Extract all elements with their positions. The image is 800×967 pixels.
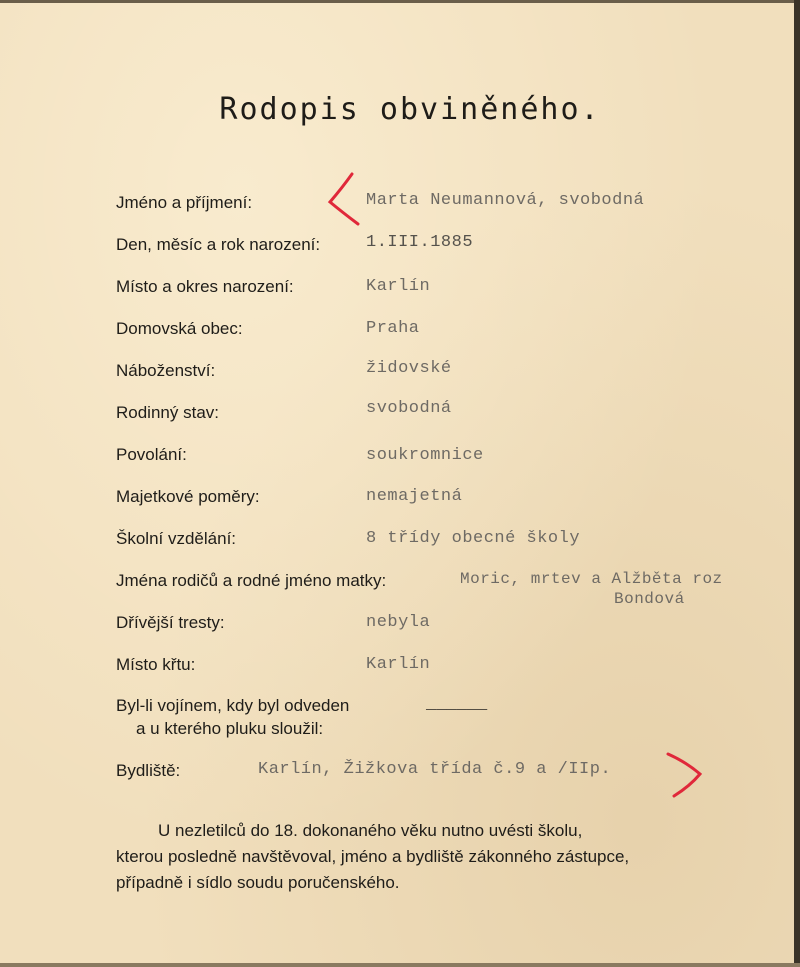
footer-line-1: U nezletilců do 18. dokonaného věku nutno uvésti školu, xyxy=(158,821,583,840)
marital-status-value: svobodná xyxy=(366,399,452,418)
parents-label: Jména rodičů a rodné jméno matky: xyxy=(116,571,387,590)
red-pencil-mark-right xyxy=(660,748,710,804)
home-municipality-value: Praha xyxy=(366,319,420,338)
residence-label: Bydliště: xyxy=(116,761,181,780)
birth-place-value: Karlín xyxy=(366,277,431,296)
religion-value: židovské xyxy=(366,359,452,378)
education-label: Školní vzdělání: xyxy=(116,529,237,548)
birth-date-label: Den, měsíc a rok narození: xyxy=(116,235,321,254)
parents-value: Moric, mrtev a Alžběta roz xyxy=(460,570,723,588)
occupation-label: Povolání: xyxy=(116,445,187,464)
page-edge-top xyxy=(0,0,800,3)
occupation-value: soukromnice xyxy=(366,446,484,465)
name-label: Jméno a příjmení: xyxy=(116,193,253,212)
prior-convictions-label: Dřívější tresty: xyxy=(116,613,225,632)
birth-place-label: Místo a okres narození: xyxy=(116,277,294,296)
red-pencil-mark-left xyxy=(320,170,364,230)
birth-date-value: 1.III.1885 xyxy=(366,233,474,252)
military-line1: Byl-li vojínem, kdy byl odveden xyxy=(116,696,350,715)
baptism-place-label: Místo křtu: xyxy=(116,655,196,674)
baptism-place-value: Karlín xyxy=(366,655,431,674)
page-edge-bottom xyxy=(0,963,800,967)
page-edge-right xyxy=(794,0,800,967)
military-line2: a u kterého pluku sloužil: xyxy=(136,719,324,738)
property-value: nemajetná xyxy=(366,487,463,506)
home-municipality-label: Domovská obec: xyxy=(116,319,243,338)
religion-label: Náboženství: xyxy=(116,361,216,380)
residence-value: Karlín, Žižkova třída č.9 a /IIp. xyxy=(258,760,612,779)
prior-convictions-value: nebyla xyxy=(366,613,431,632)
footer-note xyxy=(116,818,736,896)
footer-line-3: případně i sídlo soudu poručenského. xyxy=(116,873,400,892)
property-label: Majetkové poměry: xyxy=(116,487,260,506)
footer-line-2: kterou posledně navštěvoval, jméno a bydliště zákonného zástupce, xyxy=(116,847,630,866)
document-title: Rodopis obviněného. xyxy=(219,92,601,127)
marital-status-label: Rodinný stav: xyxy=(116,403,219,422)
military-value: ______ xyxy=(426,695,488,714)
education-value: 8 třídy obecné školy xyxy=(366,529,581,548)
mother-maiden-name-value: Bondová xyxy=(614,590,685,608)
name-value: Marta Neumannová, svobodná xyxy=(366,191,645,210)
